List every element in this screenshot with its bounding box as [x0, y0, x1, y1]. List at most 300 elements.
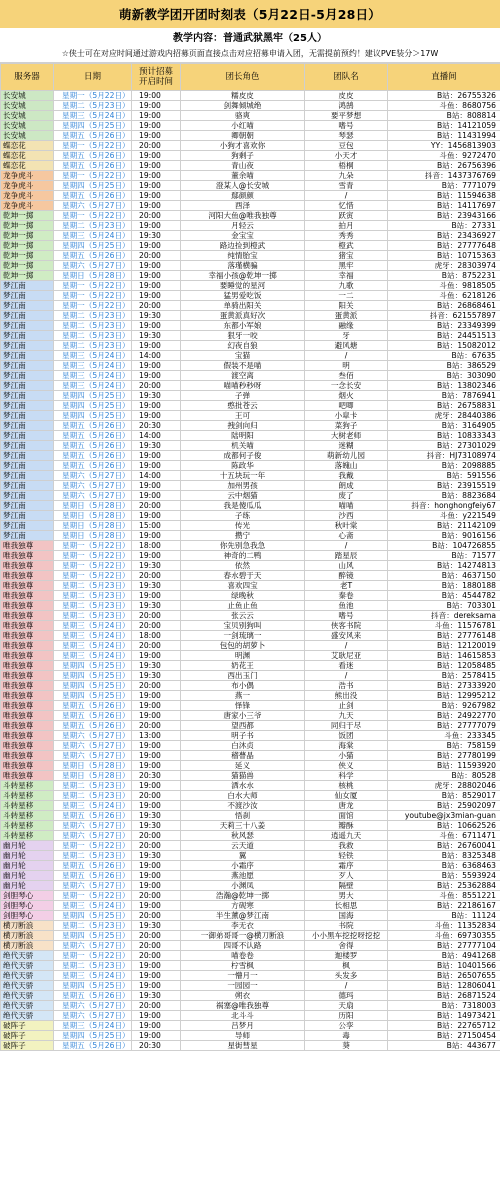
cell-team: 鱼池 [305, 601, 388, 611]
cell-leader: 金宝宝 [181, 231, 305, 241]
cell-leader: 月轻云 [181, 221, 305, 231]
cell-leader: 绿晚秋 [181, 591, 305, 601]
cell-date: 星期六（5月27日） [54, 1011, 132, 1021]
cell-live: 抖音：621557897 [388, 311, 500, 321]
cell-live: B站：2098885 [388, 461, 500, 471]
cell-date: 星期五（5月26日） [54, 441, 132, 451]
table-row [1, 921, 500, 931]
cell-date: 星期二（5月23日） [54, 311, 132, 321]
cell-live: B站：27333920 [388, 681, 500, 691]
cell-live: B站：71577 [388, 551, 500, 561]
cell-team: 落魄山 [305, 461, 388, 471]
cell-team: 豆包 [305, 141, 388, 151]
cell-server: 梦江南 [1, 291, 54, 301]
cell-time: 19:00 [132, 201, 181, 211]
cell-live: B站：11431994 [388, 131, 500, 141]
cell-date: 星期五（5月26日） [54, 421, 132, 431]
table-row [1, 441, 500, 451]
page-subtitle: 教学内容：普通武狱黑牢（25人） [0, 28, 500, 45]
cell-leader: 子练 [181, 511, 305, 521]
column-header-team: 团队名 [305, 64, 388, 91]
cell-live: B站：22186167 [388, 901, 500, 911]
cell-date: 星期六（5月27日） [54, 881, 132, 891]
cell-team: 艾耿尼亚 [305, 651, 388, 661]
cell-leader: 传光 [181, 521, 305, 531]
table-row [1, 331, 500, 341]
cell-leader: 单骑出阳关 [181, 301, 305, 311]
table-row [1, 341, 500, 351]
cell-live: B站：11594638 [388, 191, 500, 201]
cell-server: 梦江南 [1, 531, 54, 541]
cell-team: 拍月 [305, 221, 388, 231]
cell-time: 19:00 [132, 191, 181, 201]
cell-live: B站：27331 [388, 221, 500, 231]
cell-live: B站：14274813 [388, 561, 500, 571]
cell-leader: 河阳大鱼@唯我独尊 [181, 211, 305, 221]
cell-server: 龙争虎斗 [1, 171, 54, 181]
cell-live: B站：104726855 [388, 541, 500, 551]
cell-live: B站：11593920 [388, 761, 500, 771]
cell-server: 梦江南 [1, 481, 54, 491]
table-row [1, 131, 500, 141]
cell-live: B站：12995212 [388, 691, 500, 701]
cell-time: 20:00 [132, 611, 181, 621]
cell-team: 叁佰 [305, 371, 388, 381]
cell-time: 19:00 [132, 481, 181, 491]
cell-date: 星期三（5月24日） [54, 651, 132, 661]
cell-leader: 燕一 [181, 691, 305, 701]
table-row [1, 861, 500, 871]
cell-time: 19:00 [132, 341, 181, 351]
table-row [1, 541, 500, 551]
cell-server: 梦江南 [1, 411, 54, 421]
table-row [1, 1011, 500, 1021]
cell-team: 面馆 [305, 811, 388, 821]
cell-team: 吧唧 [305, 401, 388, 411]
cell-leader: 喵卷卷 [181, 951, 305, 961]
cell-time: 19:00 [132, 971, 181, 981]
cell-date: 星期四（5月25日） [54, 931, 132, 941]
cell-leader: 秋风瑟 [181, 831, 305, 841]
cell-date: 星期二（5月23日） [54, 221, 132, 231]
cell-leader: 澄某人@长安城 [181, 181, 305, 191]
cell-team: 迷糊 [305, 441, 388, 451]
cell-date: 星期五（5月26日） [54, 161, 132, 171]
cell-team: 琴瑟 [305, 131, 388, 141]
cell-date: 星期一（5月22日） [54, 891, 132, 901]
cell-leader: 落瑾横骗 [181, 261, 305, 271]
cell-live: youtube@jx3mian-guan [388, 811, 500, 821]
cell-server: 破阵子 [1, 1031, 54, 1041]
cell-date: 星期二（5月23日） [54, 591, 132, 601]
cell-leader: 明渊 [181, 651, 305, 661]
cell-server: 绝代天骄 [1, 981, 54, 991]
cell-date: 星期六（5月27日） [54, 491, 132, 501]
cell-time: 19:30 [132, 231, 181, 241]
table-row [1, 291, 500, 301]
cell-date: 星期一（5月22日） [54, 141, 132, 151]
cell-team: 秀秀 [305, 231, 388, 241]
cell-live: B站：27777648 [388, 241, 500, 251]
cell-leader: 柠雪枫 [181, 961, 305, 971]
cell-leader: 子弹 [181, 391, 305, 401]
cell-date: 星期五（5月26日） [54, 461, 132, 471]
cell-date: 星期一（5月22日） [54, 841, 132, 851]
table-row [1, 951, 500, 961]
cell-leader: 猛男爱吃饭 [181, 291, 305, 301]
cell-date: 星期一（5月22日） [54, 91, 132, 101]
cell-date: 星期六（5月27日） [54, 821, 132, 831]
table-row [1, 411, 500, 421]
cell-date: 星期五（5月26日） [54, 191, 132, 201]
cell-time: 20:30 [132, 421, 181, 431]
cell-team: 男大 [305, 891, 388, 901]
cell-leader: 假装不是喵 [181, 361, 305, 371]
cell-server: 唯我独尊 [1, 671, 54, 681]
table-row [1, 811, 500, 821]
table-row [1, 221, 500, 231]
table-row [1, 521, 500, 531]
cell-date: 星期二（5月23日） [54, 101, 132, 111]
cell-team: 心斋 [305, 531, 388, 541]
cell-team: 毒 [305, 1031, 388, 1041]
table-row [1, 961, 500, 971]
cell-server: 乾坤一掷 [1, 261, 54, 271]
cell-leader: 张云云 [181, 611, 305, 621]
cell-time: 20:00 [132, 911, 181, 921]
cell-time: 19:30 [132, 581, 181, 591]
cell-leader: 东都小军娘 [181, 321, 305, 331]
cell-server: 龙争虎斗 [1, 181, 54, 191]
table-row [1, 601, 500, 611]
cell-server: 剑胆琴心 [1, 911, 54, 921]
cell-date: 星期六（5月27日） [54, 941, 132, 951]
table-header-row [1, 64, 500, 91]
cell-leader: 一御弟哥哥一@横刀断浪 [181, 931, 305, 941]
cell-time: 19:00 [132, 401, 181, 411]
cell-leader: 狗剩子 [181, 151, 305, 161]
cell-live: B站：12806041 [388, 981, 500, 991]
cell-team: 小天才 [305, 151, 388, 161]
table-row [1, 231, 500, 241]
cell-team: 幸福 [305, 271, 388, 281]
cell-date: 星期五（5月26日） [54, 131, 132, 141]
cell-live: B站：27150454 [388, 1031, 500, 1041]
cell-date: 星期二（5月23日） [54, 921, 132, 931]
cell-server: 梦江南 [1, 381, 54, 391]
cell-leader: 董余喵 [181, 171, 305, 181]
cell-time: 19:00 [132, 491, 181, 501]
cell-server: 梦江南 [1, 521, 54, 531]
cell-leader: 方砚寒 [181, 901, 305, 911]
cell-live: B站：2578415 [388, 671, 500, 681]
cell-time: 19:00 [132, 1021, 181, 1031]
cell-time: 19:00 [132, 321, 181, 331]
cell-team: 猪宝 [305, 251, 388, 261]
cell-team: 歹人 [305, 871, 388, 881]
schedule-table [0, 63, 500, 1051]
cell-live: B站：23436927 [388, 231, 500, 241]
cell-time: 20:00 [132, 251, 181, 261]
cell-live: B站：12120019 [388, 641, 500, 651]
cell-team: 书院 [305, 921, 388, 931]
table-row [1, 101, 500, 111]
cell-date: 星期三（5月24日） [54, 111, 132, 121]
cell-time: 19:00 [132, 291, 181, 301]
cell-live: B站：26871524 [388, 991, 500, 1001]
cell-live: 虎牙：28802046 [388, 781, 500, 791]
cell-leader: 喜欢四宝 [181, 581, 305, 591]
cell-team: 九朵 [305, 171, 388, 181]
cell-server: 绝代天骄 [1, 1011, 54, 1021]
cell-date: 星期一（5月22日） [54, 291, 132, 301]
cell-server: 斗转星移 [1, 811, 54, 821]
cell-date: 星期日（5月28日） [54, 521, 132, 531]
cell-time: 19:00 [132, 551, 181, 561]
table-row [1, 851, 500, 861]
cell-server: 幽月轮 [1, 851, 54, 861]
cell-live: B站：23349399 [388, 321, 500, 331]
cell-server: 绝代天骄 [1, 991, 54, 1001]
cell-team: 九歌 [305, 281, 388, 291]
cell-live: 斗鱼：11576781 [388, 621, 500, 631]
cell-time: 19:30 [132, 921, 181, 931]
table-row [1, 701, 500, 711]
cell-live: B站：23915519 [388, 481, 500, 491]
cell-live: B站：25362884 [388, 881, 500, 891]
cell-live: B站：24451513 [388, 331, 500, 341]
cell-date: 星期三（5月24日） [54, 621, 132, 631]
cell-live: B站：386529 [388, 361, 500, 371]
cell-date: 星期五（5月26日） [54, 721, 132, 731]
cell-time: 19:00 [132, 801, 181, 811]
cell-server: 斗转星移 [1, 791, 54, 801]
cell-time: 19:30 [132, 441, 181, 451]
cell-server: 梦江南 [1, 461, 54, 471]
table-row [1, 111, 500, 121]
cell-date: 星期四（5月25日） [54, 391, 132, 401]
cell-server: 唯我独尊 [1, 711, 54, 721]
cell-live: B站：27780199 [388, 751, 500, 761]
cell-time: 19:00 [132, 1011, 181, 1021]
cell-leader: 小红喵 [181, 121, 305, 131]
cell-time: 20:00 [132, 1001, 181, 1011]
cell-leader: 一园园一 [181, 981, 305, 991]
cell-leader: 宝贝别狗叫 [181, 621, 305, 631]
cell-server: 唯我独尊 [1, 581, 54, 591]
cell-server: 唯我独尊 [1, 541, 54, 551]
cell-live: B站：4637150 [388, 571, 500, 581]
table-row [1, 971, 500, 981]
cell-leader: 云中烟猫 [181, 491, 305, 501]
table-row [1, 761, 500, 771]
cell-team: 长相思 [305, 901, 388, 911]
cell-team: 海棠 [305, 741, 388, 751]
cell-leader: 剑舞倾城绝 [181, 101, 305, 111]
cell-server: 唯我独尊 [1, 691, 54, 701]
cell-date: 星期四（5月25日） [54, 661, 132, 671]
cell-time: 20:00 [132, 301, 181, 311]
cell-time: 19:00 [132, 281, 181, 291]
cell-server: 梦江南 [1, 341, 54, 351]
cell-date: 星期三（5月24日） [54, 231, 132, 241]
cell-date: 星期六（5月27日） [54, 261, 132, 271]
cell-server: 梦江南 [1, 311, 54, 321]
table-row [1, 661, 500, 671]
cell-time: 19:00 [132, 411, 181, 421]
cell-team: 瓣酥 [305, 821, 388, 831]
cell-time: 19:00 [132, 711, 181, 721]
cell-team: 避风塘 [305, 341, 388, 351]
cell-server: 横刀断浪 [1, 941, 54, 951]
cell-live: B站：14615853 [388, 651, 500, 661]
cell-leader: 狠牙一咬 [181, 331, 305, 341]
table-row [1, 941, 500, 951]
table-row [1, 451, 500, 461]
cell-date: 星期五（5月26日） [54, 711, 132, 721]
cell-live: B站：9267982 [388, 701, 500, 711]
cell-date: 星期日（5月28日） [54, 511, 132, 521]
cell-team: 国海 [305, 911, 388, 921]
cell-live: 斗鱼：8680756 [388, 101, 500, 111]
column-header-date: 日期 [54, 64, 132, 91]
cell-live: B站：21142109 [388, 521, 500, 531]
cell-team: 轻铁 [305, 851, 388, 861]
cell-server: 唯我独尊 [1, 731, 54, 741]
cell-live: B站：1880188 [388, 581, 500, 591]
cell-date: 星期六（5月27日） [54, 751, 132, 761]
cell-date: 星期四（5月25日） [54, 181, 132, 191]
cell-leader: 幻夜自狼 [181, 341, 305, 351]
cell-leader: 鄢颜颜 [181, 191, 305, 201]
cell-live: B站：7876941 [388, 391, 500, 401]
cell-time: 18:00 [132, 631, 181, 641]
cell-date: 星期五（5月26日） [54, 991, 132, 1001]
cell-time: 20:00 [132, 141, 181, 151]
table-row [1, 241, 500, 251]
cell-date: 星期三（5月24日） [54, 371, 132, 381]
cell-server: 唯我独尊 [1, 661, 54, 671]
cell-live: YY：1456813903 [388, 141, 500, 151]
cell-leader: 路边捡到橙武 [181, 241, 305, 251]
cell-server: 梦江南 [1, 321, 54, 331]
cell-time: 20:00 [132, 721, 181, 731]
cell-date: 星期三（5月24日） [54, 381, 132, 391]
cell-leader: 机关喵 [181, 441, 305, 451]
cell-live: B站：443677 [388, 1041, 500, 1051]
cell-server: 唯我独尊 [1, 611, 54, 621]
table-row [1, 261, 500, 271]
cell-time: 19:30 [132, 561, 181, 571]
table-row [1, 151, 500, 161]
cell-server: 破阵子 [1, 1041, 54, 1051]
column-header-live: 直播间 [388, 64, 500, 91]
cell-server: 梦江南 [1, 441, 54, 451]
cell-server: 唯我独尊 [1, 601, 54, 611]
cell-time: 19:00 [132, 781, 181, 791]
cell-server: 梦江南 [1, 451, 54, 461]
cell-live: B站：808814 [388, 111, 500, 121]
cell-team: 历阳 [305, 1011, 388, 1021]
table-row [1, 991, 500, 1001]
table-row [1, 871, 500, 881]
table-row [1, 751, 500, 761]
cell-server: 斗转星移 [1, 801, 54, 811]
cell-leader: 纯情胎宝 [181, 251, 305, 261]
cell-date: 星期二（5月23日） [54, 341, 132, 351]
cell-server: 梦江南 [1, 491, 54, 501]
cell-live: 斗鱼：233345 [388, 731, 500, 741]
cell-time: 19:00 [132, 451, 181, 461]
cell-team: 大树老师 [305, 431, 388, 441]
cell-server: 唯我独尊 [1, 641, 54, 651]
table-row [1, 481, 500, 491]
cell-live: B站：10833343 [388, 431, 500, 441]
cell-date: 星期五（5月26日） [54, 251, 132, 261]
cell-time: 19:00 [132, 761, 181, 771]
cell-team: 同归于尽 [305, 721, 388, 731]
cell-leader: 望西都 [181, 721, 305, 731]
cell-date: 星期五（5月26日） [54, 811, 132, 821]
cell-time: 19:00 [132, 121, 181, 131]
cell-live: B站：12058485 [388, 661, 500, 671]
cell-date: 星期一（5月22日） [54, 551, 132, 561]
cell-leader: 猫猫兽 [181, 771, 305, 781]
cell-leader: 小渊凤 [181, 881, 305, 891]
cell-leader: 憨批苍云 [181, 401, 305, 411]
cell-server: 唯我独尊 [1, 551, 54, 561]
table-row [1, 561, 500, 571]
table-row [1, 501, 500, 511]
cell-time: 20:00 [132, 571, 181, 581]
table-row [1, 881, 500, 891]
cell-date: 星期四（5月25日） [54, 1031, 132, 1041]
cell-live: 虎牙：28303974 [388, 261, 500, 271]
table-row [1, 641, 500, 651]
cell-date: 星期三（5月24日） [54, 971, 132, 981]
notice-banner: ☆侠士可在对应时间通过游戏内招募页面直接点击对应招募申请入团，无需提前预约！建议PVE装分＞17W [0, 45, 500, 63]
cell-date: 星期五（5月26日） [54, 701, 132, 711]
cell-time: 19:00 [132, 161, 181, 171]
cell-date: 星期五（5月26日） [54, 871, 132, 881]
cell-date: 星期三（5月24日） [54, 901, 132, 911]
cell-date: 星期一（5月22日） [54, 281, 132, 291]
table-row [1, 381, 500, 391]
cell-server: 乾坤一掷 [1, 271, 54, 281]
cell-leader: 延义 [181, 761, 305, 771]
table-row [1, 831, 500, 841]
cell-team: / [305, 541, 388, 551]
table-row [1, 211, 500, 221]
cell-date: 星期一（5月22日） [54, 301, 132, 311]
cell-server: 绝代天骄 [1, 951, 54, 961]
table-row [1, 611, 500, 621]
cell-live: 斗鱼：6218126 [388, 291, 500, 301]
cell-server: 蝶恋花 [1, 161, 54, 171]
cell-team: 我救 [305, 841, 388, 851]
table-row [1, 581, 500, 591]
cell-team: / [305, 671, 388, 681]
cell-leader: 悟刹 [181, 811, 305, 821]
cell-live: 斗鱼：y221549 [388, 511, 500, 521]
cell-date: 星期一（5月22日） [54, 171, 132, 181]
cell-leader: 青山夜 [181, 161, 305, 171]
cell-live: B站：303090 [388, 371, 500, 381]
cell-leader: 宝猫 [181, 351, 305, 361]
cell-server: 绝代天骄 [1, 1001, 54, 1011]
cell-live: B站：5593924 [388, 871, 500, 881]
cell-time: 19:00 [132, 101, 181, 111]
